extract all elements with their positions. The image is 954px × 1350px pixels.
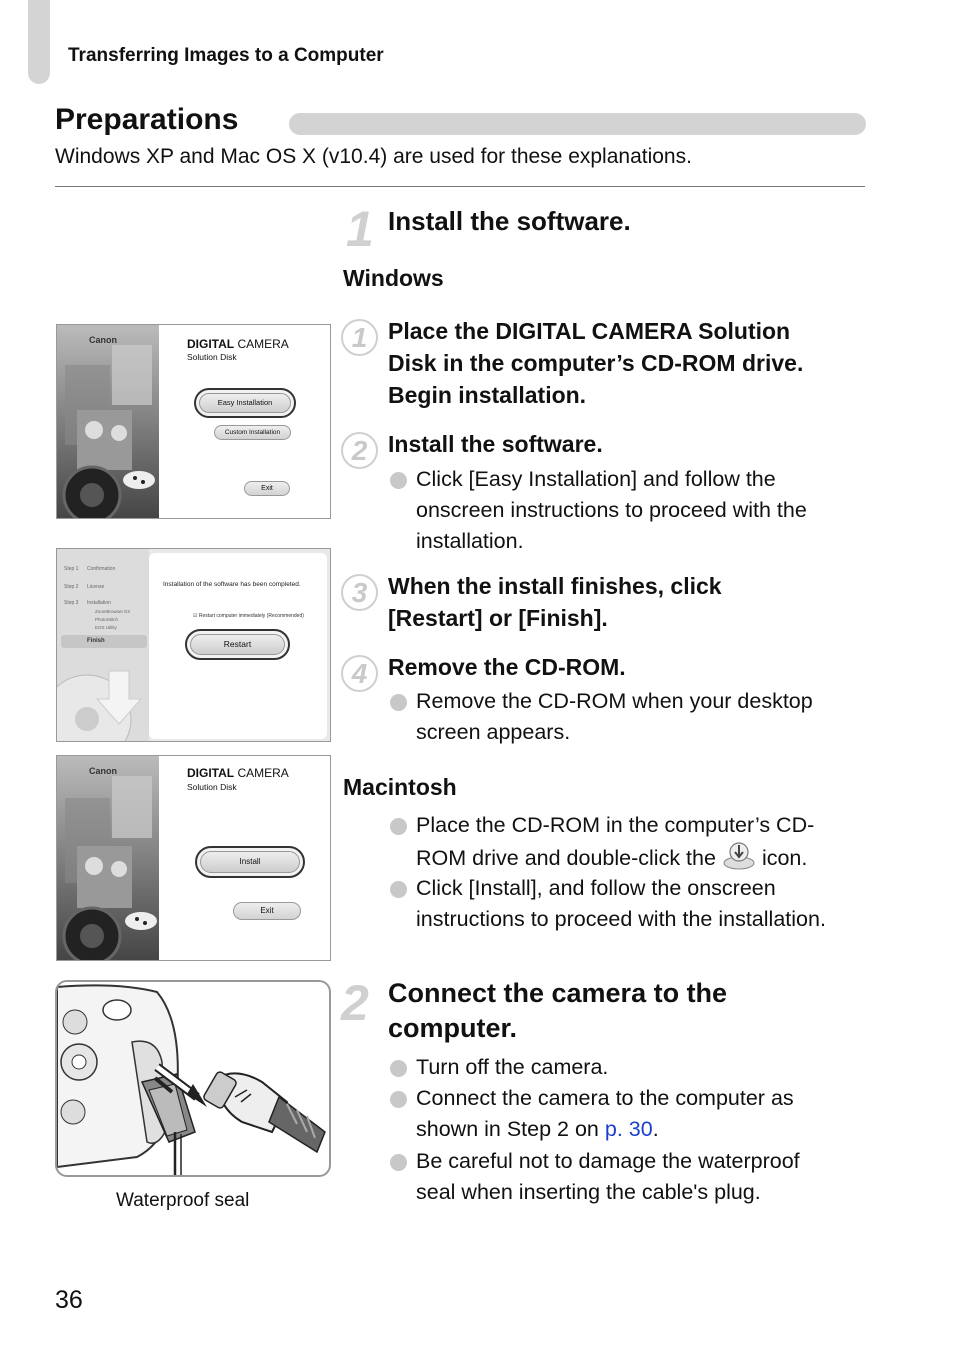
substep-number-2: 2 (341, 432, 378, 469)
step2-bullet-3: Be careful not to damage the waterproof seal when inserting the cable's plug. (388, 1146, 800, 1208)
custom-installation-button[interactable]: Custom Installation (214, 425, 291, 440)
substep4-bullet: Remove the CD-ROM when your desktop screen appears. (388, 686, 813, 748)
step-number-2: 2 (341, 975, 369, 1031)
finish-step-item: Finish (61, 635, 147, 648)
page-number: 36 (55, 1286, 83, 1314)
substep3-title: When the install finishes, click [Restart] or [Finish]. (388, 573, 722, 631)
mac-bullet-2: Click [Install], and follow the onscreen instructions to proceed with the installation. (388, 873, 826, 935)
mac-bullet-1: Place the CD-ROM in the computer’s CD- ROM drive and double-click the icon. (388, 810, 814, 874)
macintosh-heading: Macintosh (343, 774, 457, 800)
brand-logo: Canon (89, 335, 117, 345)
bullet-dot (390, 1060, 407, 1077)
exit-button[interactable]: Exit (244, 481, 290, 496)
windows-installer-screenshot (56, 324, 331, 519)
restart-checkbox[interactable]: ☑ Restart computer immediately (Recommended) (193, 613, 304, 619)
figure-caption: Waterproof seal (116, 1190, 250, 1211)
intro-text: Windows XP and Mac OS X (v10.4) are used for these explanations. (55, 145, 692, 168)
substep-number-3: 3 (341, 574, 378, 611)
camera-usb-icon (57, 982, 329, 1175)
step2-bullet-2: Connect the camera to the computer as shown in Step 2 on p. 30. (388, 1083, 794, 1145)
step2-title: Connect the camera to the computer. (388, 978, 728, 1043)
bullet-dot (390, 1154, 407, 1171)
substep-number-1: 1 (341, 319, 378, 356)
bullet-dot (390, 1091, 407, 1108)
product-title: DIGITAL CAMERA (187, 337, 289, 351)
install-button[interactable]: Install (200, 851, 300, 873)
section-title: Preparations (55, 103, 239, 136)
camera-connection-illustration (55, 980, 331, 1177)
mac-installer-screenshot (56, 755, 331, 961)
product-subtitle: Solution Disk (187, 782, 237, 792)
bullet-dot (390, 818, 407, 835)
side-tab (28, 0, 50, 84)
substep4-title: Remove the CD-ROM. (388, 654, 626, 680)
brand-logo: Canon (89, 766, 117, 776)
substep2-title: Install the software. (388, 431, 603, 457)
step2-bullet-1: Turn off the camera. (388, 1052, 608, 1083)
substep1-title: Place the DIGITAL CAMERA Solution Disk in the computer’s CD-ROM drive. Begin installation. (388, 318, 804, 408)
title-bar (289, 113, 866, 135)
easy-installation-button[interactable]: Easy Installation (199, 393, 291, 413)
page-link[interactable]: p. 30 (604, 1117, 653, 1141)
running-header: Transferring Images to a Computer (68, 45, 384, 66)
product-subtitle: Solution Disk (187, 352, 237, 362)
exit-button[interactable]: Exit (233, 902, 301, 920)
step1-title: Install the software. (388, 206, 631, 236)
install-steps-panel: Step 1 Confirmation Step 2 License Step 3 Installation ZoomBrowser EX PhotoStitch EOS Utility (64, 566, 131, 630)
bullet-dot (390, 881, 407, 898)
windows-finish-screenshot (56, 548, 331, 742)
bullet-dot (390, 694, 407, 711)
product-title: DIGITAL CAMERA (187, 766, 289, 780)
windows-heading: Windows (343, 265, 444, 291)
bullet-dot (390, 472, 407, 489)
divider (55, 186, 865, 187)
completion-message: Installation of the software has been completed. (163, 581, 301, 588)
substep-number-4: 4 (341, 655, 378, 692)
substep2-bullet: Click [Easy Installation] and follow the onscreen instructions to proceed with the installation. (388, 464, 807, 557)
step-number-1: 1 (346, 201, 374, 257)
restart-button[interactable]: Restart (190, 634, 285, 655)
installer-disc-icon (722, 841, 756, 869)
